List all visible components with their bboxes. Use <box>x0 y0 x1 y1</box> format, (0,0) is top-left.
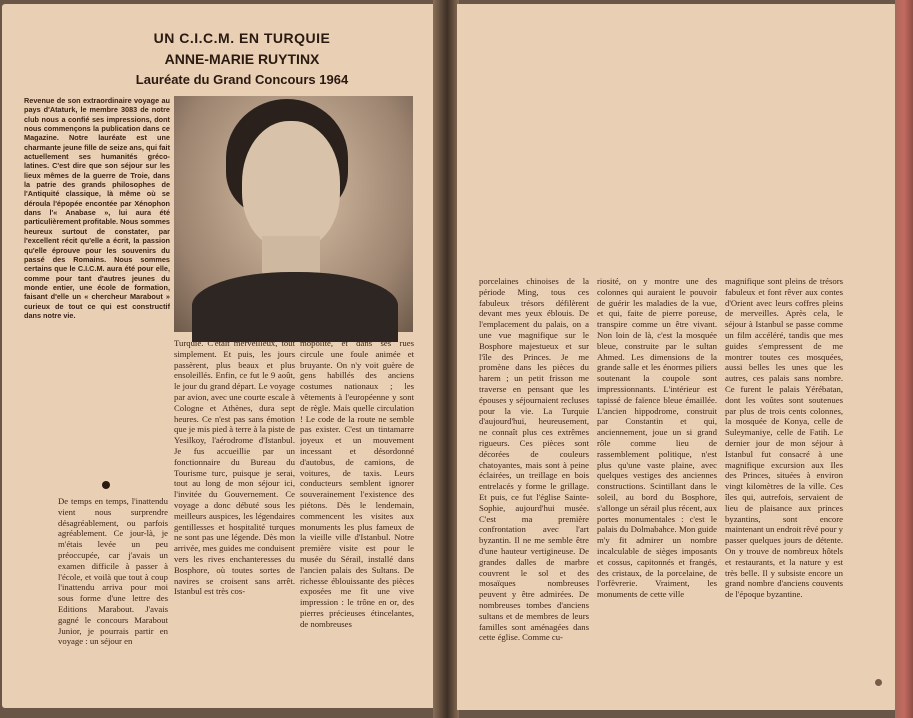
section-bullet <box>102 481 110 489</box>
page-edge <box>895 0 913 718</box>
book-gutter <box>433 0 459 718</box>
portrait-coat <box>192 272 398 342</box>
portrait-photo <box>174 96 413 332</box>
body-column-left: De temps en temps, l'inattendu vient nous surprendre désagréablement, ou parfois agréablement. Ce jour-là, je m'étais levée un peu préoccupée, car j'avais un examen difficile à passer à l'école, et voilà que tout à coup l'inattendu arriva pour moi sous forme d'une lettre des Editions Marabout. J'avais gagné le concours Marabout Junior, je pourrais partir en voyage : un séjour en <box>58 496 168 647</box>
page-corner-mark <box>875 679 882 686</box>
right-column-3: magnifique sont pleins de trésors fabuleux et font rêver aux contes d'Orient avec leurs coffres pleins de merveilles. Après cela, le séjour à Istanbul se passe comme un film accéléré, tandis que mes guides s'empressent de me montrer toutes ces mosquées, aussi belles les unes que les autres, ces palais sans nombre. Ce furent le palais Yérébatan, dont les voûtes sont soutenues par plus de trois cents colonnes, la mosquée de Konya, celle de Suleymaniye, celle de Fatih. Le dernier jour de mon séjour à Istanbul fut consacré à une magnifique excursion aux Iles des Princes, situées à environ vingt kilomètres de la ville. Ces îles qui, autrefois, servaient de lieu de plaisance aux princes byzantins, sont encore maintenant un endroit rêvé pour y passer quelques jours de détente. On y trouve de nombreux hôtels et restaurants, et la nature y est très belle. Il y subsiste encore un grand nombre d'anciens couvents de l'époque byzantine. <box>725 276 843 600</box>
right-column-2: riosité, on y montre une des colonnes qui auraient le pouvoir de guérir les maladies de la vue, et qui, faite de pierre poreuse, transpire comme un être vivant. Non loin de là, c'est la mosquée bleue, construite par le sultan Ahmed. Les dimensions de la grande salle et les énormes piliers soutenant la coupole sont impressionnants. L'intérieur est tapissé de faïence bleue émaillée. L'ancien hippodrome, construit par Constantin et qui, anciennement, joue un si grand rôle comme lieu de rassemblement politique, n'est plus qu'une vaste plaine, avec quelques vestiges des anciennes constructions. Scintillant dans le soleil, au bord du Bosphore, s'allonge un sérail plus récent, aux portes monumentales : c'est le palais du Dolmabahce. Mon guide m'y fit admirer un nombre incalculable de sièges imposants et cossus, capitonnés et frangés, des cristaux, de la porcelaine, de l'orfèvrerie. Vraiment, les monuments de cette ville <box>597 276 717 600</box>
body-column-continued: mopolite, et dans ses rues circule une foule animée et bruyante. On n'y voit guère de gens habillés des anciens costumes nationaux ; les vêtements à l'européenne y sont de règle. Mais quelle circulation ! Le code de la route ne semble pas exister. C'est un tintamarre joyeux et un mouvement incessant et désordonné d'autobus, de camions, de voitures, de taxis. Leurs conducteurs semblent ignorer souverainement l'existence des piétons. Dès le lendemain, commencent les visites aux monuments les plus fameux de la vieille ville d'Istanbul. Notre première visite est pour le musée du Sérail, installé dans l'ancien palais des Sultans. De richesse éblouissante des pièces exposées me fit une vive impression : le trône en or, des pierres précieuses étincelantes, de nombreuses <box>300 338 414 629</box>
intro-paragraph: Revenue de son extraordinaire voyage au pays d'Ataturk, le membre 3083 de notre club nous a confié ses impressions, dont nous commençons la publication dans ce Magazine. Notre lauréate est une charmante jeune fille de seize ans, qui fait actuellement ses humanités gréco-latines. C'est dire que son séjour sur les lieux mêmes de la guerre de Troie, dans la patrie des grands philosophes de l'Antiquité classique, là même où se déroula l'épopée encontée par Xénophon dans l'« Anabase », lui aura été particulièrement profitable. Nous sommes heureux surtout de constater, par l'excellent récit qu'elle a écrit, la passion qu'elle éprouve pour les souvenirs du passé des Romains. Nous sommes certains que le C.I.C.M. aura été pour elle, comme pour tant d'autres jeunes du monde entier, une école de formation, faisant d'elle un « chercheur Marabout » curieux de tout ce qui est constructif dans notre vie. <box>24 96 170 320</box>
body-column-right: Turquie. C'était merveilleux, tout simplement. Et puis, les jours passèrent, plus beaux et plus ensoleillés. Enfin, ce fut le 9 août, le jour du grand départ. Le voyage par avion, avec une courte escale à Cologne et Athènes, dura sept heures. Ce n'est pas sans émotion que je mis pied à terre à la piste de Yesilkoy, l'aérodrome d'Istanbul. Je fus accueillie par un fonctionnaire du Bureau du Tourisme turc, puisque je serai, tout au long de mon séjour ici, l'invitée du Gouvernement. Ce voyage a donc débuté sous les meilleurs auspices, les légendaires gentillesses et hospitalité turques ne sont pas une légende. Dès mon arrivée, mes guides me conduisent vers les rives enchanteresses du Bosphore, où toutes sortes de navires se croisent sans arrêt. Istanbul est très cos- <box>174 338 295 597</box>
left-page <box>2 4 435 708</box>
right-column-1: porcelaines chinoises de la période Ming, tous ces fabuleux trésors défilèrent devant mes yeux éblouis. De l'emplacement du palais, on a une vue magnifique sur le Bosphore majestueux et sur l'île des Princes. Je me promène dans les pièces du harem ; un petit frisson me traverse en pensant que les épouses y séjournaient recluses pour la vie. La Turquie d'aujourd'hui, heureusement, ne connaît plus ces extrêmes rigueurs. Ces pièces sont décorées de couleurs chatoyantes, mais sont à peine éclairées, un treillage en bois entrelacés y forme le grillage. Et puis, ce fut l'église Sainte-Sophie, aujourd'hui musée. C'est ma première confrontation avec l'art byzantin. Il ne me semble être d'une hauteur vertigineuse. De grandes dalles de marbre couvrent le sol et des mosaïques nombreuses peuvent y être admirées. De nombreuses tombes d'anciens sultans et de membres de leurs familles sont aménagées dans cette église. Comme cu- <box>479 276 589 643</box>
portrait-face <box>242 121 340 249</box>
right-page <box>457 4 897 710</box>
article-subtitle: Lauréate du Grand Concours 1964 <box>135 72 349 87</box>
article-author: ANNE-MARIE RUYTINX <box>164 51 320 67</box>
article-kicker: UN C.I.C.M. EN TURQUIE <box>153 30 331 46</box>
